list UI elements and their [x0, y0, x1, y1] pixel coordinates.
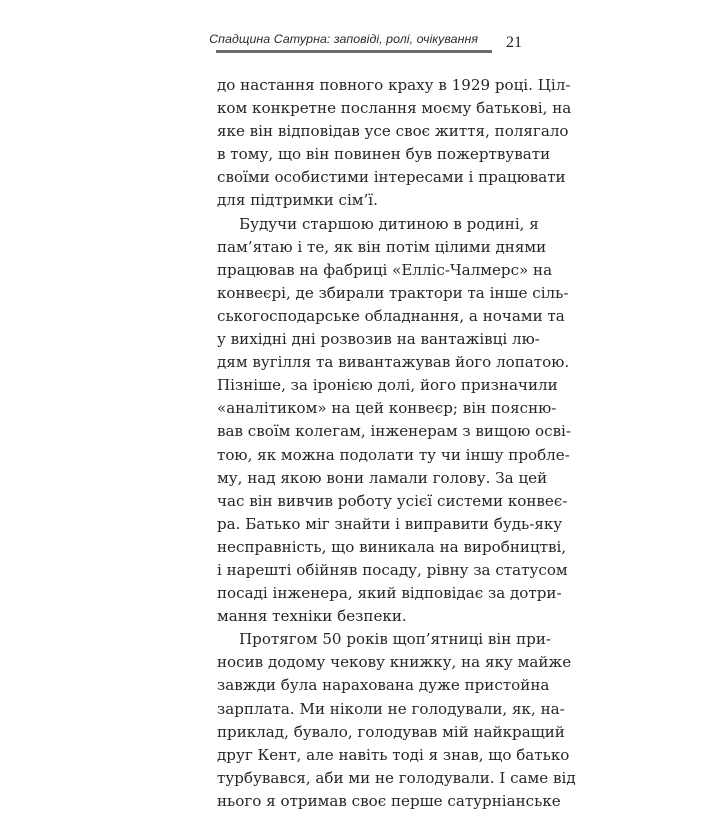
text-line: посаді інженера, який відповідає за дотри- [217, 584, 562, 603]
text-line: ра. Батько міг знайти і виправити будь-яку [217, 514, 563, 533]
text-line: для підтримки сім’ї. [217, 191, 378, 210]
text-line: тою, як можна подолати ту чи іншу пробле- [217, 445, 570, 464]
text-line: конвеєрі, де збирали трактори та інше сіль- [217, 283, 569, 302]
text-line: «аналітиком» на цей конвеєр; він поясню- [217, 399, 557, 418]
text-line: пам’ятаю і те, як він потім цілими днями [217, 237, 547, 256]
running-title: Спадщина Сатурна: заповіді, ролі, очікування [209, 32, 478, 46]
text-line: вав своїм колегам, інженерам з вищою осві- [217, 422, 571, 441]
text-line: своїми особистими інтересами і працювати [217, 168, 566, 187]
text-line: приклад, бувало, голодував мій найкращий [217, 722, 565, 741]
running-header [209, 30, 492, 52]
text-line: Протягом 50 років щоп’ятниці він при- [239, 630, 551, 649]
text-line: зарплата. Ми ніколи не голодували, як, на- [217, 699, 565, 718]
text-line: працював на фабриці «Елліс-Чалмерс» на [217, 260, 553, 279]
text-line: Будучи старшою дитиною в родині, я [239, 214, 539, 233]
text-line: час він вивчив роботу усієї системи конвеє- [217, 491, 568, 510]
text-line: Пізніше, за іронією долі, його призначили [217, 376, 558, 395]
text-line: мання техніки безпеки. [217, 607, 407, 626]
body-text [217, 74, 576, 813]
text-line: завжди була нарахована дуже пристойна [217, 676, 550, 695]
text-line: несправність, що виникала на виробництві, [217, 537, 567, 556]
text-line: в тому, що він повинен був пожертвувати [217, 145, 551, 164]
paragraph-2 [217, 213, 571, 629]
text-line: друг Кент, але навіть тоді я знав, що батько [217, 745, 570, 764]
header-rule [216, 50, 492, 53]
paragraph-1 [217, 74, 572, 213]
text-line: у вихідні дні розвозив на вантажівці лю- [217, 330, 540, 349]
text-line: нього я отримав своє перше сатурніанське [217, 791, 561, 810]
text-line: дям вугілля та вивантажував його лопатою. [217, 353, 570, 372]
text-line: носив додому чекову книжку, на яку майже [217, 653, 572, 672]
text-line: турбувався, аби ми не голодували. І саме від [217, 768, 576, 787]
paragraph-3 [217, 628, 576, 813]
text-line: і нарешті обійняв посаду, рівну за статусом [217, 560, 568, 579]
text-line: ком конкретне послання моєму батькові, на [217, 99, 572, 118]
text-line: му, над якою вони ламали голову. За цей [217, 468, 548, 487]
text-line: ськогосподарське обладнання, а ночами та [217, 306, 565, 325]
page-number: 21 [506, 34, 522, 51]
text-line: яке він відповідав усе своє життя, полягало [217, 122, 569, 141]
text-line: до настання повного краху в 1929 році. Ціл- [217, 76, 571, 94]
